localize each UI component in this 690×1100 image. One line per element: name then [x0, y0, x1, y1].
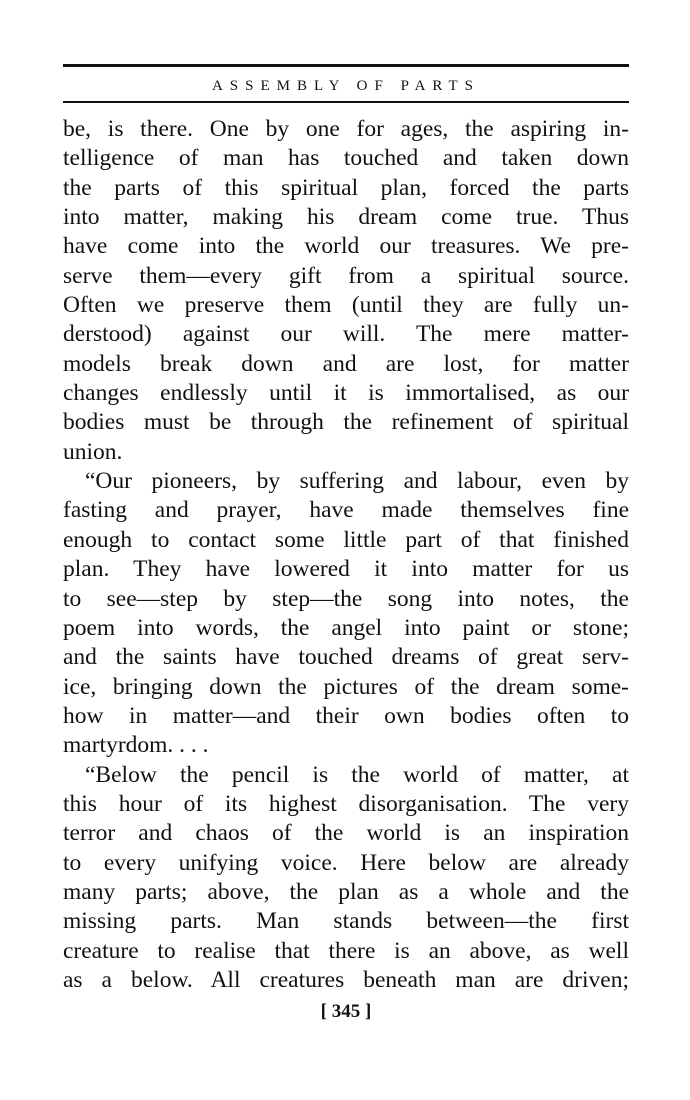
page-number: [ 345 ]	[320, 1001, 372, 1022]
text-line: this hour of its highest disorganisation. The very	[63, 790, 629, 817]
text-line: as a below. All creatures beneath man are driven;	[63, 966, 629, 993]
text-line: to see—step by step—the song into notes, the	[63, 585, 629, 612]
text-line: many parts; above, the plan as a whole and the	[63, 878, 629, 905]
text-line: derstood) against our will. The mere matter-	[63, 321, 629, 348]
text-line: enough to contact some little part of that finished	[63, 526, 629, 553]
text-line: the parts of this spiritual plan, forced the parts	[63, 174, 629, 201]
text-line: Often we preserve them (until they are fully un-	[63, 292, 629, 319]
header-rule-top	[63, 64, 629, 67]
paragraph-end-line: martyrdom. . . .	[63, 732, 209, 759]
header-rule-bottom	[63, 101, 629, 103]
paragraph-end-line: union.	[63, 438, 123, 465]
text-line: missing parts. Man stands between—the first	[63, 908, 629, 935]
text-line: terror and chaos of the world is an inspiration	[63, 820, 629, 847]
text-line: changes endlessly until it is immortalised, as our	[63, 380, 629, 407]
text-line: into matter, making his dream come true. Thus	[63, 204, 629, 231]
text-line: models break down and are lost, for matter	[63, 350, 629, 377]
text-line: ice, bringing down the pictures of the dream some-	[63, 673, 629, 700]
body-text	[63, 115, 629, 995]
text-line: how in matter—and their own bodies often to	[63, 702, 629, 729]
text-line: fasting and prayer, have made themselves fine	[63, 497, 629, 524]
running-head: ASSEMBLY OF PARTS	[211, 78, 481, 94]
text-line: poem into words, the angel into paint or stone;	[63, 614, 629, 641]
text-line: have come into the world our treasures. We pre-	[63, 233, 629, 260]
text-line: creature to realise that there is an above, as well	[63, 937, 629, 964]
text-line: to every unifying voice. Here below are already	[63, 849, 629, 876]
text-line: bodies must be through the refinement of spiritual	[63, 409, 629, 436]
paragraph-start-line: “Below the pencil is the world of matter, at	[85, 761, 629, 788]
text-line: plan. They have lowered it into matter for us	[63, 556, 629, 583]
paragraph-start-line: “Our pioneers, by suffering and labour, even by	[85, 468, 629, 495]
text-line: serve them—every gift from a spiritual source.	[63, 262, 629, 289]
text-line: telligence of man has touched and taken down	[63, 145, 629, 172]
text-line: and the saints have touched dreams of great serv-	[63, 644, 629, 671]
text-line: be, is there. One by one for ages, the aspiring in-	[63, 116, 629, 142]
